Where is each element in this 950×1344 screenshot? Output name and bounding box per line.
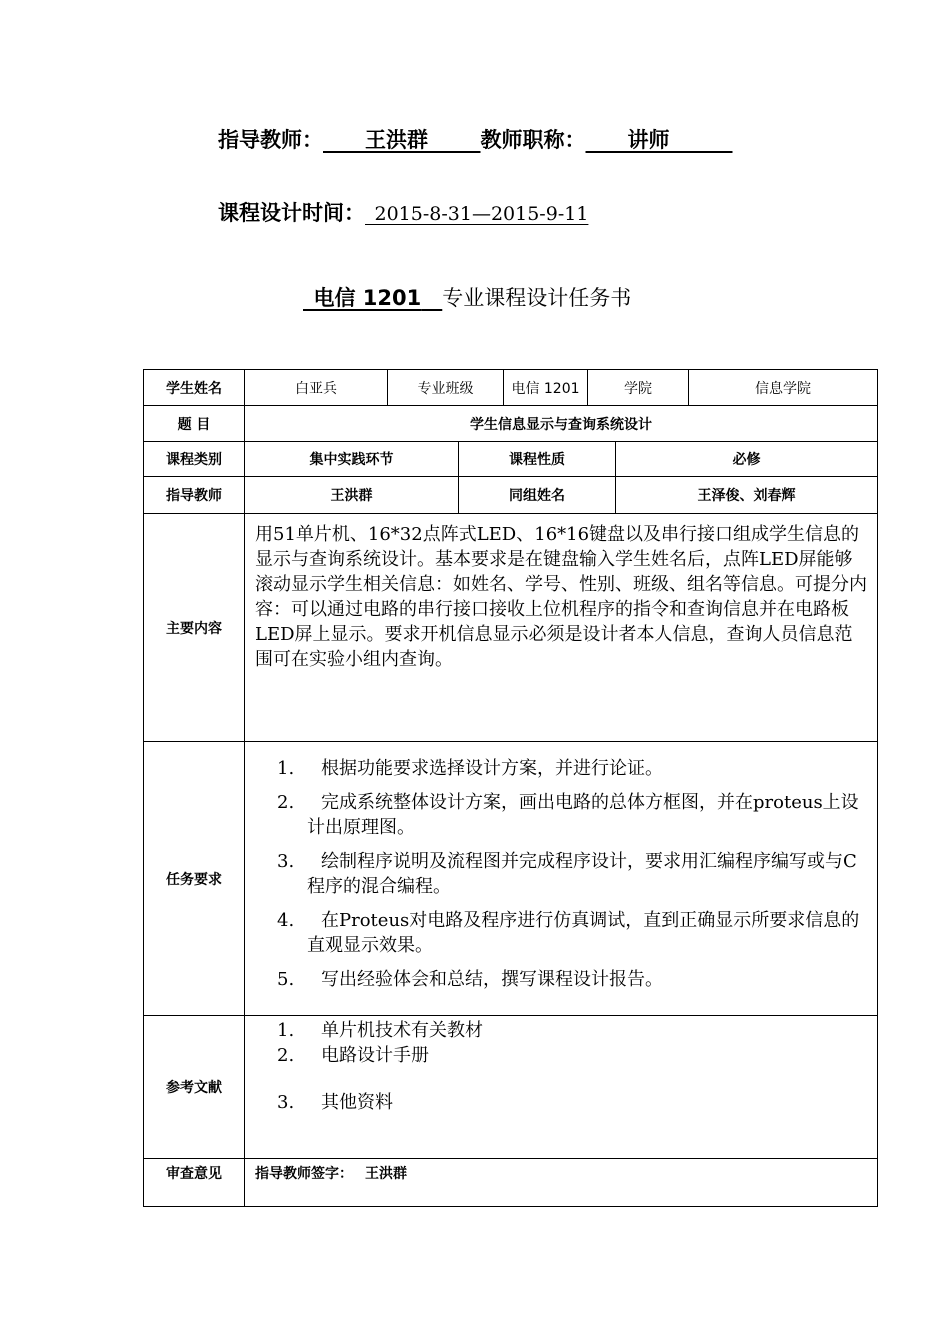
tasks-cell: [245, 742, 878, 1016]
advisor-value-cell: 王洪群: [245, 477, 459, 514]
table-row: [144, 477, 878, 514]
task-form-table: [143, 369, 878, 1207]
nature-label: 课程性质: [459, 442, 616, 477]
topic-value: 学生信息显示与查询系统设计: [245, 406, 878, 442]
time-value: 2015-8-31—2015-9-11: [374, 203, 589, 225]
advisor-label: 指导教师：: [218, 128, 323, 152]
doc-class: 电信 1201: [313, 286, 422, 310]
title-value: 讲师: [627, 128, 670, 152]
list-item: 1. 根据功能要求选择设计方案，并进行论证。: [277, 758, 663, 779]
student-name-value: 白亚兵: [245, 370, 388, 406]
table-row: [144, 406, 878, 442]
review-label: 审查意见: [144, 1159, 245, 1207]
list-item: 4. 在Proteus对电路及程序进行仿真调试，直到正确显示所要求信息的直观显示效果。: [277, 910, 860, 956]
signature-name: 王洪群: [365, 1166, 407, 1182]
task-list: [245, 756, 867, 992]
list-item: 3. 其他资料: [277, 1092, 393, 1113]
reference-list: [245, 1018, 877, 1115]
refs-cell: [245, 1016, 878, 1159]
advisor-name: 王洪群: [365, 128, 428, 152]
signature-cell: [245, 1159, 878, 1207]
table-row: [144, 442, 878, 477]
time-label: 课程设计时间：: [218, 201, 365, 225]
doc-title: 专业课程设计任务书: [442, 286, 632, 310]
nature-value: 必修: [616, 442, 878, 477]
table-row: [144, 1159, 878, 1207]
group-value: 王泽俊、刘春辉: [616, 477, 878, 514]
college-label: 学院: [588, 370, 689, 406]
refs-label: 参考文献: [144, 1016, 245, 1159]
table-row: [144, 1016, 878, 1159]
student-name-label: 学生姓名: [144, 370, 245, 406]
category-label: 课程类别: [144, 442, 245, 477]
college-value: 信息学院: [689, 370, 878, 406]
tasks-label: 任务要求: [144, 742, 245, 1016]
table-row: [144, 370, 878, 406]
list-item: 1. 单片机技术有关教材: [277, 1020, 483, 1041]
list-item: 3. 绘制程序说明及流程图并完成程序设计，要求用汇编程序编写或与C程序的混合编程。: [277, 851, 857, 897]
document-title: [303, 282, 631, 312]
list-item: 2. 完成系统整体设计方案，画出电路的总体方框图，并在proteus上设计出原理图。: [277, 792, 859, 838]
table-row: [144, 514, 878, 742]
topic-label: 题 目: [144, 406, 245, 442]
class-label: 专业班级: [388, 370, 504, 406]
list-item: 2. 电路设计手册: [277, 1045, 429, 1066]
class-value: 电信 1201: [504, 370, 588, 406]
list-item: 5. 写出经验体会和总结，撰写课程设计报告。: [277, 969, 663, 990]
table-row: [144, 742, 878, 1016]
category-value: 集中实践环节: [245, 442, 459, 477]
content-text: 用51单片机、16*32点阵式LED、16*16键盘以及串行接口组成学生信息的显示与查询系统设计。基本要求是在键盘输入学生姓名后，点阵LED屏能够滚动显示学生相关信息：如姓名、学号、性别、班级、组名等信息。可提分内容：可以通过电路的串行接口接收上位机程序的指令和查询信息并在电路板LED屏上显示。要求开机信息显示必须是设计者本人信息，查询人员信息范围可在实验小组内查询。: [245, 514, 878, 742]
group-label: 同组姓名: [459, 477, 616, 514]
advisor-label-cell: 指导教师: [144, 477, 245, 514]
signature-label: 指导教师签字：: [255, 1166, 353, 1182]
advisor-line: [218, 124, 733, 154]
content-label: 主要内容: [144, 514, 245, 742]
time-line: [218, 197, 588, 227]
title-label: 教师职称：: [480, 128, 586, 152]
